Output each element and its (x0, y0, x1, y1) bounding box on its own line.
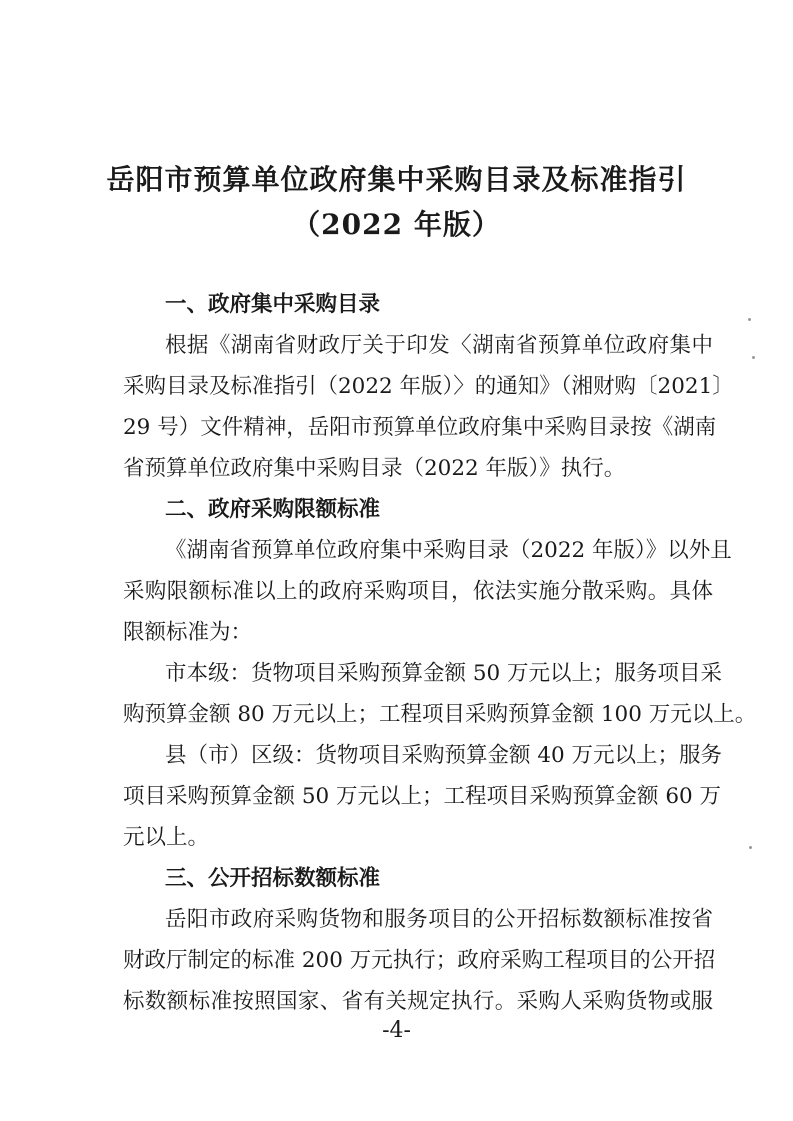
scan-speck (752, 356, 755, 359)
paragraph-line: 财政厅制定的标准 200 万元执行；政府采购工程项目的公开招 (123, 948, 716, 973)
document-title: 岳阳市预算单位政府集中采购目录及标准指引 (106, 163, 687, 196)
paragraph-line: 限额标准为： (123, 620, 253, 645)
paragraph-line: 采购限额标准以上的政府采购项目，依法实施分散采购。具体 (123, 579, 713, 604)
paragraph-line: 《湖南省预算单位政府集中采购目录（2022 年版）》以外且 (165, 538, 732, 563)
paragraph-line: 岳阳市政府采购货物和服务项目的公开招标数额标准按省 (165, 907, 713, 932)
paragraph-line: 县（市）区级：货物项目采购预算金额 40 万元以上；服务 (165, 743, 723, 768)
paragraph-line: 市本级：货物项目采购预算金额 50 万元以上；服务项目采 (165, 661, 723, 686)
page-number: -4- (382, 1018, 411, 1043)
paragraph-line: 项目采购预算金额 50 万元以上；工程项目采购预算金额 60 万 (123, 784, 722, 809)
paragraph-line: 标数额标准按照国家、省有关规定执行。采购人采购货物或服 (123, 989, 713, 1014)
paragraph-line: 元以上。 (123, 825, 210, 850)
paragraph-line: 29 号）文件精神，岳阳市预算单位政府集中采购目录按《湖南 (123, 415, 717, 440)
document-subtitle-edition: （2022 年版） (292, 208, 501, 241)
scan-speck (749, 846, 752, 849)
section-heading-3: 三、公开招标数额标准 (165, 866, 381, 891)
section-heading-2: 二、政府采购限额标准 (165, 497, 381, 522)
section-heading-1: 一、政府集中采购目录 (165, 292, 381, 317)
paragraph-line: 采购目录及标准指引（2022 年版）〉的通知》（湘财购〔2021〕 (123, 374, 734, 399)
paragraph-line: 省预算单位政府集中采购目录（2022 年版）》执行。 (123, 456, 626, 481)
scan-speck (748, 318, 751, 321)
paragraph-line: 购预算金额 80 万元以上；工程项目采购预算金额 100 万元以上。 (123, 702, 757, 727)
paragraph-line: 根据《湖南省财政厅关于印发〈湖南省预算单位政府集中 (165, 333, 713, 358)
